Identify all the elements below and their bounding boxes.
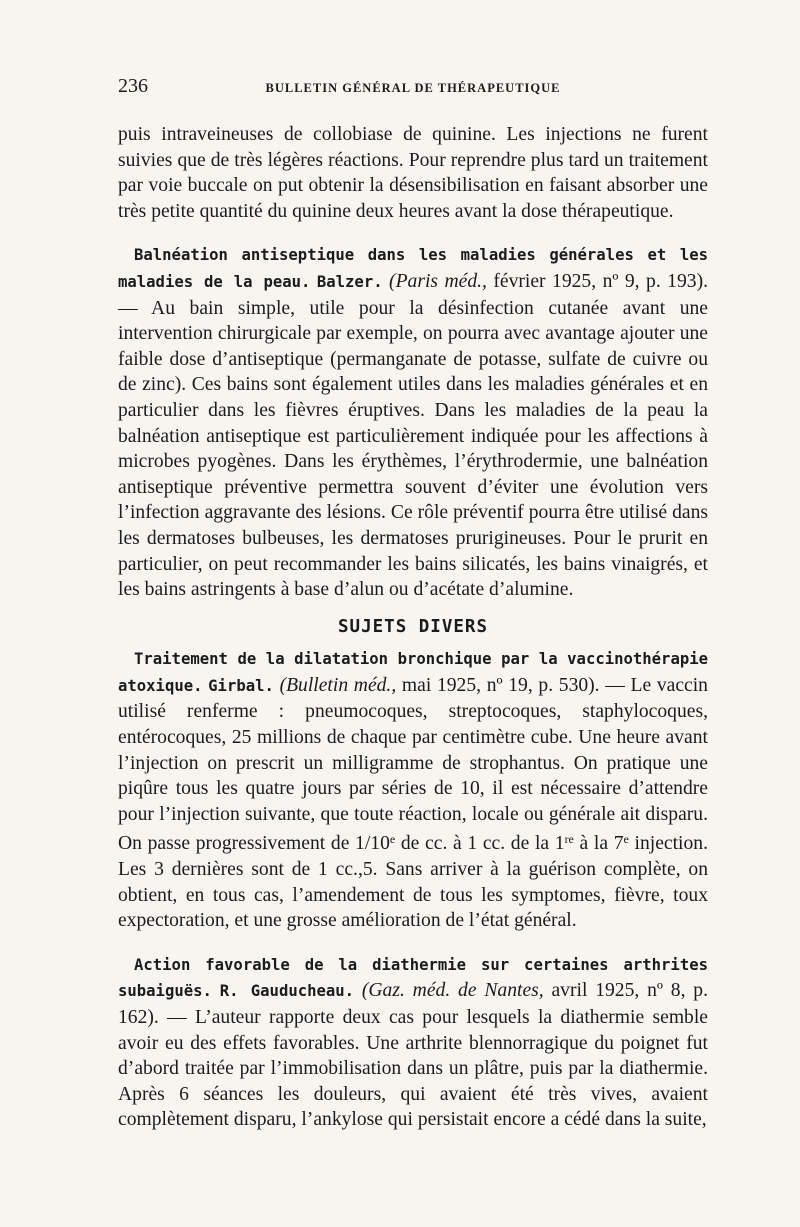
article-vaccinotherapie: [118, 646, 708, 934]
spacer: [118, 934, 708, 952]
article-author: Balzer.: [316, 272, 383, 291]
paragraph-intro: puis intraveineuses de collobiase de quinine. Les injections ne furent suivies que de très légères réactions. Pour reprendre plus tard un traitement par voie buccale on put obtenir la désensibilisation en faisant absorber une très petite quantité du quinine deux heures avant la dose thérapeutique.: [118, 124, 708, 222]
article-author: Girbal.: [208, 676, 274, 695]
page-body: [118, 122, 708, 1133]
superscript: e: [623, 832, 629, 847]
superscript: re: [564, 832, 574, 847]
article-body: à la 7: [573, 833, 624, 855]
article-heading: Balnéation antiseptique dans les maladies générales et les maladies de la peau.: [118, 246, 708, 291]
running-title: BULLETIN GÉNÉRAL DE THÉRAPEUTIQUE: [265, 81, 561, 95]
article-heading: Traitement de la dilatation bronchique par la vaccinothérapie atoxique.: [118, 650, 708, 695]
article-body: injection. Les 3 dernières sont de 1 cc.,5. Sans arriver à la guérison complète, on obtient, en tous cas, l’amendement de tous les symptomes, fièvre, toux expectoration, et une grosse amélioration de l’état général.: [118, 833, 708, 932]
running-head: [118, 74, 708, 104]
article-heading: Action favorable de la diathermie sur certaines arthrites subaiguës.: [118, 955, 708, 1001]
section-title: SUJETS DIVERS: [338, 616, 488, 637]
spacer: [118, 224, 708, 242]
article-body: — Le vaccin utilisé renferme : pneumocoques, streptocoques, staphylocoques, entérocoques, 25 millions de chaque par centimètre cube. Une heure avant l’injection on prescrit un milligramme de strophantus. On pratique une piqûre tous les quatre jours par séries de 10, il est nécessaire d’attendre pour l’injection suivante, que toute réaction, locale ou générale ait disparu. On passe progressivement de 1/10: [118, 674, 708, 855]
article-balneation: [118, 242, 708, 602]
article-body: de cc. à 1 cc. de la 1: [395, 833, 565, 855]
article-reference: avril 1925, nº 8, p. 162).: [118, 980, 708, 1028]
article-author: R. Gauducheau.: [219, 982, 355, 1001]
article-reference: février 1925, nº 9, p. 193).: [486, 270, 708, 292]
article-source: (Gaz. méd. de Nantes,: [361, 980, 544, 1002]
page-number: 236: [118, 75, 148, 97]
article-reference: mai 1925, nº 19, p. 530).: [396, 674, 600, 696]
article-body: — Au bain simple, utile pour la désinfection cutanée avant une intervention chirurgicale par exemple, on pourra avec avantage ajouter une faible dose d’antiseptique (permanganate de potasse, sulfate de cuivre ou de zinc). Ces bains sont également utiles dans les maladies générales et en particulier dans les fièvres éruptives. Dans les maladies de la peau la balnéation antiseptique est particulièrement indiquée pour les affections à microbes pyogènes. Dans les érythèmes, l’érythrodermie, une balnéation antiseptique préventive permettra souvent d’éviter une évolution vers l’infection aggravante des lésions. Ce rôle préventif pourra être utilisé dans les dermatoses bulbeuses, les dermatoses prurigineuses. Pour le prurit en particulier, on peut recommander les bains silicatés, les bains vinaigrés, et les bains astringents à base d’alun ou d’acétate d’alumine.: [118, 297, 708, 601]
superscript: e: [389, 832, 396, 847]
article-source: (Bulletin méd.,: [279, 674, 397, 696]
article-body: — L’auteur rapporte deux cas pour lesquels la diathermie semble avoir eu des effets favorables. Une arthrite blennorragique du poignet fut d’abord traitée par l’immobilisation dans un plâtre, puis par la diathermie. Après 6 séances les douleurs, qui avaient été très vives, avaient complètement disparu, l’ankylose qui persistait encore a cédé dans la suite,: [118, 1007, 708, 1131]
article-source: (Paris méd.,: [389, 270, 487, 292]
article-diathermie: [118, 952, 708, 1133]
